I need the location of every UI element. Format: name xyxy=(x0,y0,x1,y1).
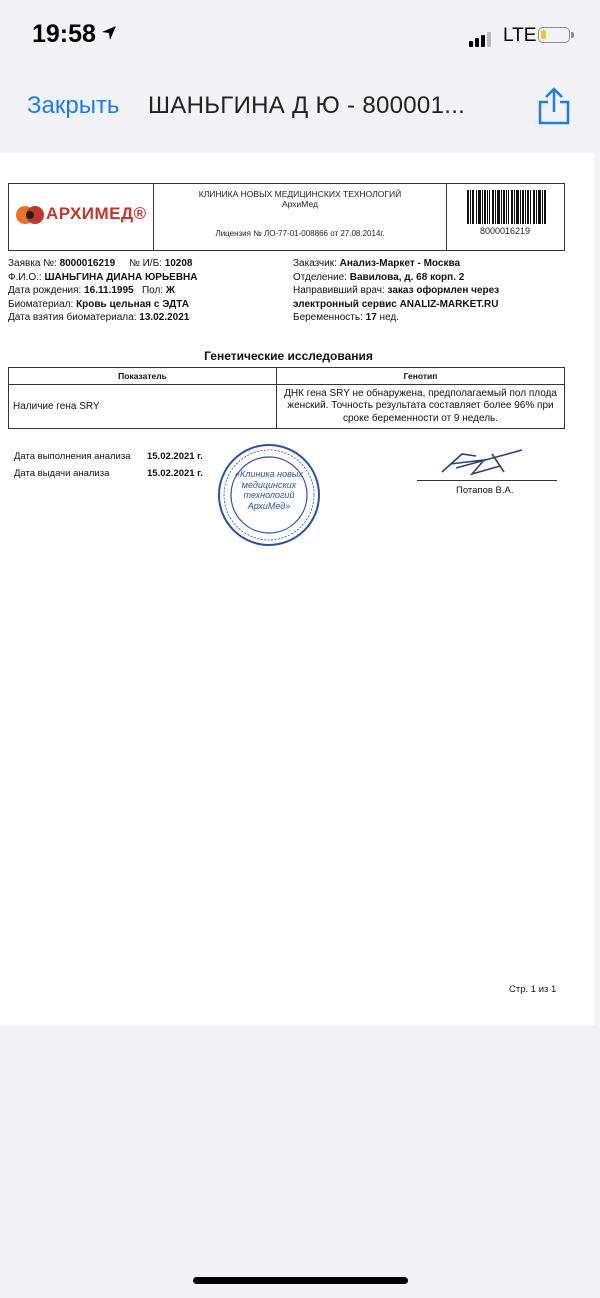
clinic-logo xyxy=(15,204,155,228)
signal-icon xyxy=(469,29,493,47)
issued-date-value: 15.02.2021 г. xyxy=(147,468,203,479)
license: Лицензия № ЛО-77-01-008866 от 27.08.2014г. xyxy=(215,229,385,238)
table-header-row xyxy=(9,368,565,385)
pdf-page[interactable] xyxy=(0,153,594,1025)
date-values xyxy=(147,448,203,482)
pregnancy-row: Беременность: 17 нед. xyxy=(293,312,400,323)
signature-line xyxy=(417,480,557,481)
battery-icon xyxy=(538,27,570,43)
close-button[interactable]: Закрыть xyxy=(27,92,120,119)
status-time: 19:58 xyxy=(32,20,96,48)
clinic-name-line1: КЛИНИКА НОВЫХ МЕДИЦИНСКИХ ТЕХНОЛОГИЙ xyxy=(198,189,402,199)
home-indicator[interactable] xyxy=(193,1277,408,1284)
genotype-cell: ДНК гена SRY не обнаружена, предполагаемый пол плода женский. Точность результата составляет более 96% при сроке беременности от 9 недель. xyxy=(277,385,565,429)
column-header: Генотип xyxy=(277,368,565,385)
customer-row: Заказчик: Анализ-Маркет - Москва xyxy=(293,258,461,269)
location-arrow-icon xyxy=(101,25,117,41)
column-header: Показатель xyxy=(9,368,277,385)
nav-bar xyxy=(0,70,600,140)
dob-row: Дата рождения: 16.11.1995 Пол: Ж xyxy=(8,285,175,296)
biomaterial-row: Биоматериал: Кровь цельная с ЭДТА xyxy=(8,298,189,310)
fio-row: Ф.И.О.: ШАНЬГИНА ДИАНА ЮРЬЕВНА xyxy=(8,271,198,283)
department-row: Отделение: Вавилова, д. 68 корп. 2 xyxy=(293,271,465,283)
clinic-name xyxy=(154,189,446,209)
report-header xyxy=(8,183,565,251)
share-icon[interactable] xyxy=(536,86,572,126)
stamp-text: «Клиника новых медицинских технологий АрхиМед» xyxy=(235,469,303,511)
logo-cell xyxy=(9,184,154,250)
table-row xyxy=(9,385,565,429)
page-number: Стр. 1 из 1 xyxy=(509,984,557,995)
barcode-number: 8000016219 xyxy=(479,226,531,236)
done-date-label: Дата выполнения анализа xyxy=(14,451,131,462)
barcode xyxy=(467,190,547,224)
logo-text: АРХИМЕД® xyxy=(46,204,147,223)
barcode-cell xyxy=(446,184,564,250)
issued-date-label: Дата выдачи анализа xyxy=(14,468,110,479)
results-table xyxy=(8,367,565,429)
indicator-cell: Наличие гена SRY xyxy=(9,385,277,429)
document-title: ШАНЬГИНА Д Ю - 800001... xyxy=(148,92,466,119)
status-bar xyxy=(0,0,600,70)
patient-info xyxy=(8,257,198,325)
signer-name: Потапов В.А. xyxy=(456,485,514,496)
network-type: LTE xyxy=(503,25,537,46)
section-title: Генетические исследования xyxy=(204,349,373,363)
taken-date-row: Дата взятия биоматериала: 13.02.2021 xyxy=(8,312,190,323)
order-row: Заявка №: 8000016219 № И/Б: 10208 xyxy=(8,258,193,269)
doctor-row-2: электронный сервис ANALIZ-MARKET.RU xyxy=(293,298,499,310)
clinic-name-line2: АрхиМед xyxy=(282,199,318,209)
signature xyxy=(432,446,532,478)
doctor-row: Направивший врач: заказ оформлен через xyxy=(293,285,500,296)
customer-info xyxy=(293,257,499,325)
date-labels xyxy=(14,448,130,482)
done-date-value: 15.02.2021 г. xyxy=(147,451,203,462)
